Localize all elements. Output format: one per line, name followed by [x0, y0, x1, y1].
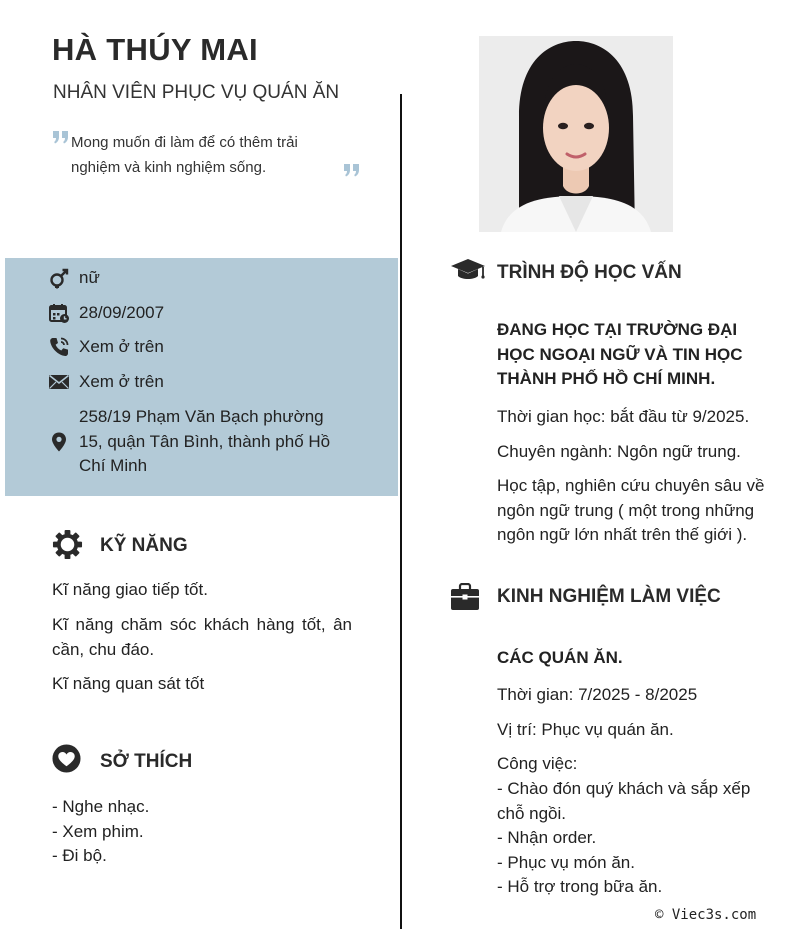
calendar-icon [48, 302, 70, 324]
education-description: Học tập, nghiên cứu chuyên sâu về ngôn ngữ trung ( một trong những ngôn ngữ lớn nhất trên thế giới ). [497, 476, 765, 544]
heart-icon [52, 744, 81, 773]
hobby-item: - Xem phim. [52, 822, 144, 841]
hobbies-title: SỞ THÍCH [100, 751, 193, 772]
portrait-illustration [479, 36, 673, 232]
task-item: - Hỗ trợ trong bữa ăn. [497, 877, 663, 896]
phone-value: Xem ở trên [79, 337, 164, 356]
candidate-name: HÀ THÚY MAI [52, 32, 258, 67]
gender-icon [48, 267, 70, 289]
watermark: © Viec3s.com [655, 907, 757, 923]
column-divider [400, 94, 402, 929]
hobby-item: - Nghe nhạc. [52, 797, 150, 816]
experience-title: KINH NGHIỆM LÀM VIỆC [497, 586, 721, 607]
gear-icon [52, 529, 83, 560]
birthday-value: 28/09/2007 [79, 303, 165, 322]
task-item: - Nhận order. [497, 828, 597, 847]
skill-item: Kĩ năng quan sát tốt [52, 674, 205, 693]
profile-photo [479, 36, 673, 232]
tasks-label: Công việc: [497, 754, 578, 773]
map-pin-icon [48, 431, 70, 453]
objective-text: Mong muốn đi làm để có thêm trải nghiệm và kinh nghiệm sống. [71, 134, 298, 176]
hobby-item: - Đi bộ. [52, 846, 107, 865]
skill-item: Kĩ năng giao tiếp tốt. [52, 580, 208, 599]
gender-value: nữ [79, 268, 100, 287]
company-name: CÁC QUÁN ĂN. [497, 648, 623, 667]
graduation-cap-icon [450, 258, 486, 282]
education-major: Chuyên ngành: Ngôn ngữ trung. [497, 442, 741, 461]
experience-time: Thời gian: 7/2025 - 8/2025 [497, 685, 698, 704]
quote-close-icon [343, 163, 360, 177]
address-value: 258/19 Phạm Văn Bạch phường 15, quận Tân Bình, thành phố Hồ Chí Minh [79, 407, 331, 475]
skill-item: Kĩ năng chăm sóc khách hàng tốt, ân cần, chu đáo. [52, 615, 352, 659]
quote-open-icon [52, 130, 69, 144]
phone-icon [48, 336, 70, 358]
job-title: NHÂN VIÊN PHỤC VỤ QUÁN ĂN [53, 82, 340, 103]
envelope-icon [48, 371, 70, 393]
task-item: - Chào đón quý khách và sắp xếp chỗ ngồi. [497, 779, 751, 823]
email-value: Xem ở trên [79, 372, 164, 391]
education-time: Thời gian học: bắt đầu từ 9/2025. [497, 407, 750, 426]
briefcase-icon [450, 583, 480, 611]
experience-position: Vị trí: Phục vụ quán ăn. [497, 720, 674, 739]
task-item: - Phục vụ món ăn. [497, 853, 635, 872]
skills-title: KỸ NĂNG [100, 535, 188, 556]
education-title: TRÌNH ĐỘ HỌC VẤN [497, 262, 682, 283]
school-name: ĐANG HỌC TẠI TRƯỜNG ĐẠI HỌC NGOẠI NGỮ VÀ TIN HỌC THÀNH PHỐ HỒ CHÍ MINH. [497, 320, 743, 388]
